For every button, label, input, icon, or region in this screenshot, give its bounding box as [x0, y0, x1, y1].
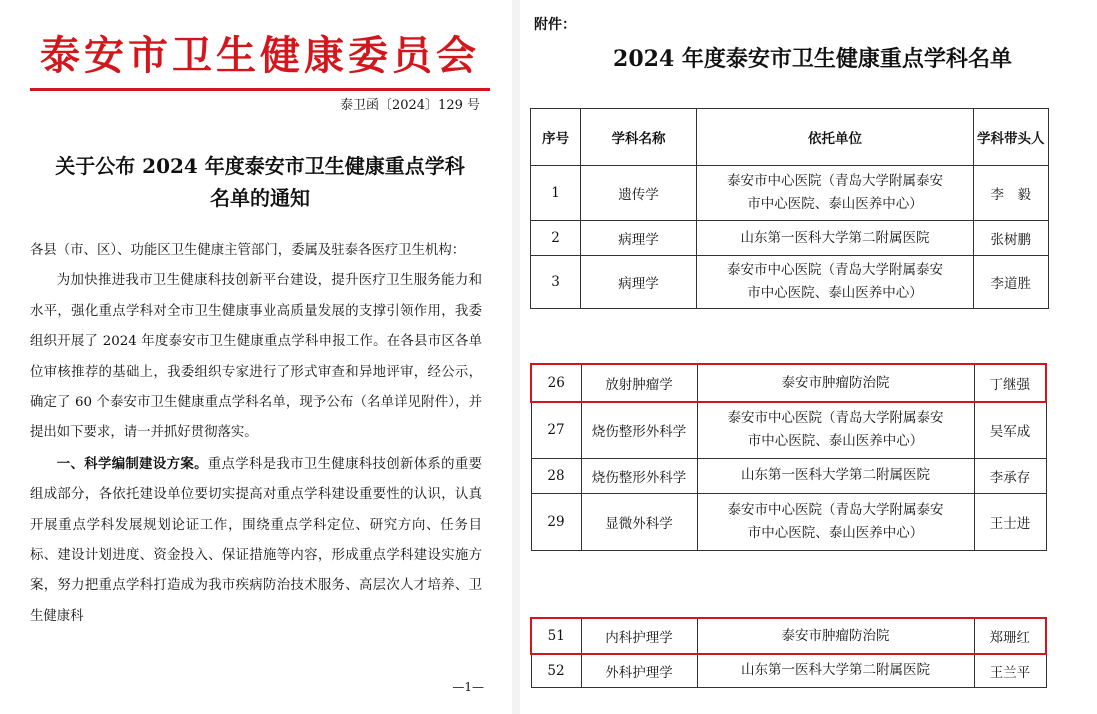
notice-title — [30, 150, 490, 214]
section-1 — [30, 449, 482, 632]
notice-body — [30, 236, 482, 632]
table-row — [531, 654, 1046, 687]
attachment-page — [522, 0, 1097, 714]
highlighted-row — [531, 364, 1046, 402]
row-leader: 李承存 — [974, 458, 1046, 493]
row-no: 2 — [531, 221, 581, 256]
row-unit: 山东第一医科大学第二附属医院 — [697, 654, 974, 687]
table-row — [531, 402, 1046, 458]
row-unit: 山东第一医科大学第二附属医院 — [697, 221, 974, 256]
notice-title-line1: 关于公布 2024 年度泰安市卫生健康重点学科 — [55, 154, 465, 178]
row-discipline: 烧伤整形外科学 — [581, 458, 697, 493]
highlighted-row — [531, 618, 1046, 654]
row-no: 29 — [531, 493, 581, 550]
row-no: 26 — [531, 364, 581, 402]
header-discipline: 学科名称 — [581, 109, 697, 166]
header-leader: 学科带头人 — [974, 109, 1049, 166]
page-number: —1— — [452, 680, 484, 694]
header-unit: 依托单位 — [697, 109, 974, 166]
document-number: 泰卫函〔2024〕129 号 — [339, 98, 480, 113]
row-unit: 泰安市肿瘤防治院 — [697, 364, 974, 402]
section-1-heading: 一、科学编制建设方案。 — [56, 455, 208, 472]
row-discipline: 内科护理学 — [581, 618, 697, 654]
row-no: 52 — [531, 654, 581, 687]
table-row — [531, 256, 1049, 309]
table-row — [531, 166, 1049, 221]
row-no: 51 — [531, 618, 581, 654]
table-header-row — [531, 109, 1049, 166]
row-no: 28 — [531, 458, 581, 493]
notice-page — [0, 0, 510, 714]
row-discipline: 放射肿瘤学 — [581, 364, 697, 402]
row-discipline: 烧伤整形外科学 — [581, 402, 697, 458]
row-leader: 郑珊红 — [974, 618, 1046, 654]
salutation: 各县（市、区）、功能区卫生健康主管部门，委属及驻泰各医疗卫生机构： — [30, 243, 466, 258]
paragraph-1: 为加快推进我市卫生健康科技创新平台建设，提升医疗卫生服务能力和水平，强化重点学科对全市卫生健康事业高质量发展的支撑引领作用，我委组织开展了 2024 年度泰安市卫生健康重点学科申报工作。在各县市区各单位审核推荐的基础上，我委组织专家进行了形式审查和异地评审，经公示，确定了 60 个泰安市卫生健康重点学科名单，现予公布（名单详见附件），并提出如下要求，请一并抓好贯彻落实。 — [30, 273, 482, 441]
org-title: 泰安市卫生健康委员会 — [40, 33, 480, 79]
row-discipline: 病理学 — [581, 221, 697, 256]
notice-title-line2: 名单的通知 — [210, 186, 310, 210]
row-unit: 泰安市肿瘤防治院 — [697, 618, 974, 654]
row-leader: 李 毅 — [974, 166, 1049, 221]
row-discipline: 遗传学 — [581, 166, 697, 221]
discipline-table-part-1 — [530, 108, 1049, 309]
discipline-table-part-3 — [530, 617, 1047, 688]
row-no: 27 — [531, 402, 581, 458]
row-discipline: 病理学 — [581, 256, 697, 309]
row-no: 1 — [531, 166, 581, 221]
table-row — [531, 493, 1046, 550]
attachment-label: 附件： — [534, 17, 576, 33]
row-discipline: 显微外科学 — [581, 493, 697, 550]
row-leader: 李道胜 — [974, 256, 1049, 309]
row-leader: 张树鹏 — [974, 221, 1049, 256]
row-unit: 山东第一医科大学第二附属医院 — [697, 458, 974, 493]
list-title: 2024 年度泰安市卫生健康重点学科名单 — [613, 46, 1012, 72]
row-leader: 丁继强 — [974, 364, 1046, 402]
discipline-table-part-2 — [530, 363, 1047, 551]
row-unit: 泰安市中心医院（青岛大学附属泰安 市中心医院、泰山医养中心） — [697, 402, 974, 458]
row-leader: 王兰平 — [974, 654, 1046, 687]
row-unit: 泰安市中心医院（青岛大学附属泰安 市中心医院、泰山医养中心） — [697, 166, 974, 221]
section-1-text: 重点学科是我市卫生健康科技创新体系的重要组成部分，各依托建设单位要切实提高对重点学科建设重要性的认识，认真开展重点学科发展规划论证工作，围绕重点学科定位、研究方向、任务目标、建设计划进度、资金投入、保证措施等内容，形成重点学科建设实施方案，努力把重点学科打造成为我市疾病防治技术服务、高层次人才培养、卫生健康科 — [30, 456, 483, 624]
row-leader: 王士进 — [974, 493, 1046, 550]
page-divider — [512, 0, 520, 714]
row-unit: 泰安市中心医院（青岛大学附属泰安 市中心医院、泰山医养中心） — [697, 256, 974, 309]
table-row — [531, 458, 1046, 493]
row-leader: 吴军成 — [974, 402, 1046, 458]
row-discipline: 外科护理学 — [581, 654, 697, 687]
red-header-rule — [30, 88, 490, 91]
row-no: 3 — [531, 256, 581, 309]
table-row — [531, 221, 1049, 256]
row-unit: 泰安市中心医院（青岛大学附属泰安 市中心医院、泰山医养中心） — [697, 493, 974, 550]
header-no: 序号 — [531, 109, 581, 166]
